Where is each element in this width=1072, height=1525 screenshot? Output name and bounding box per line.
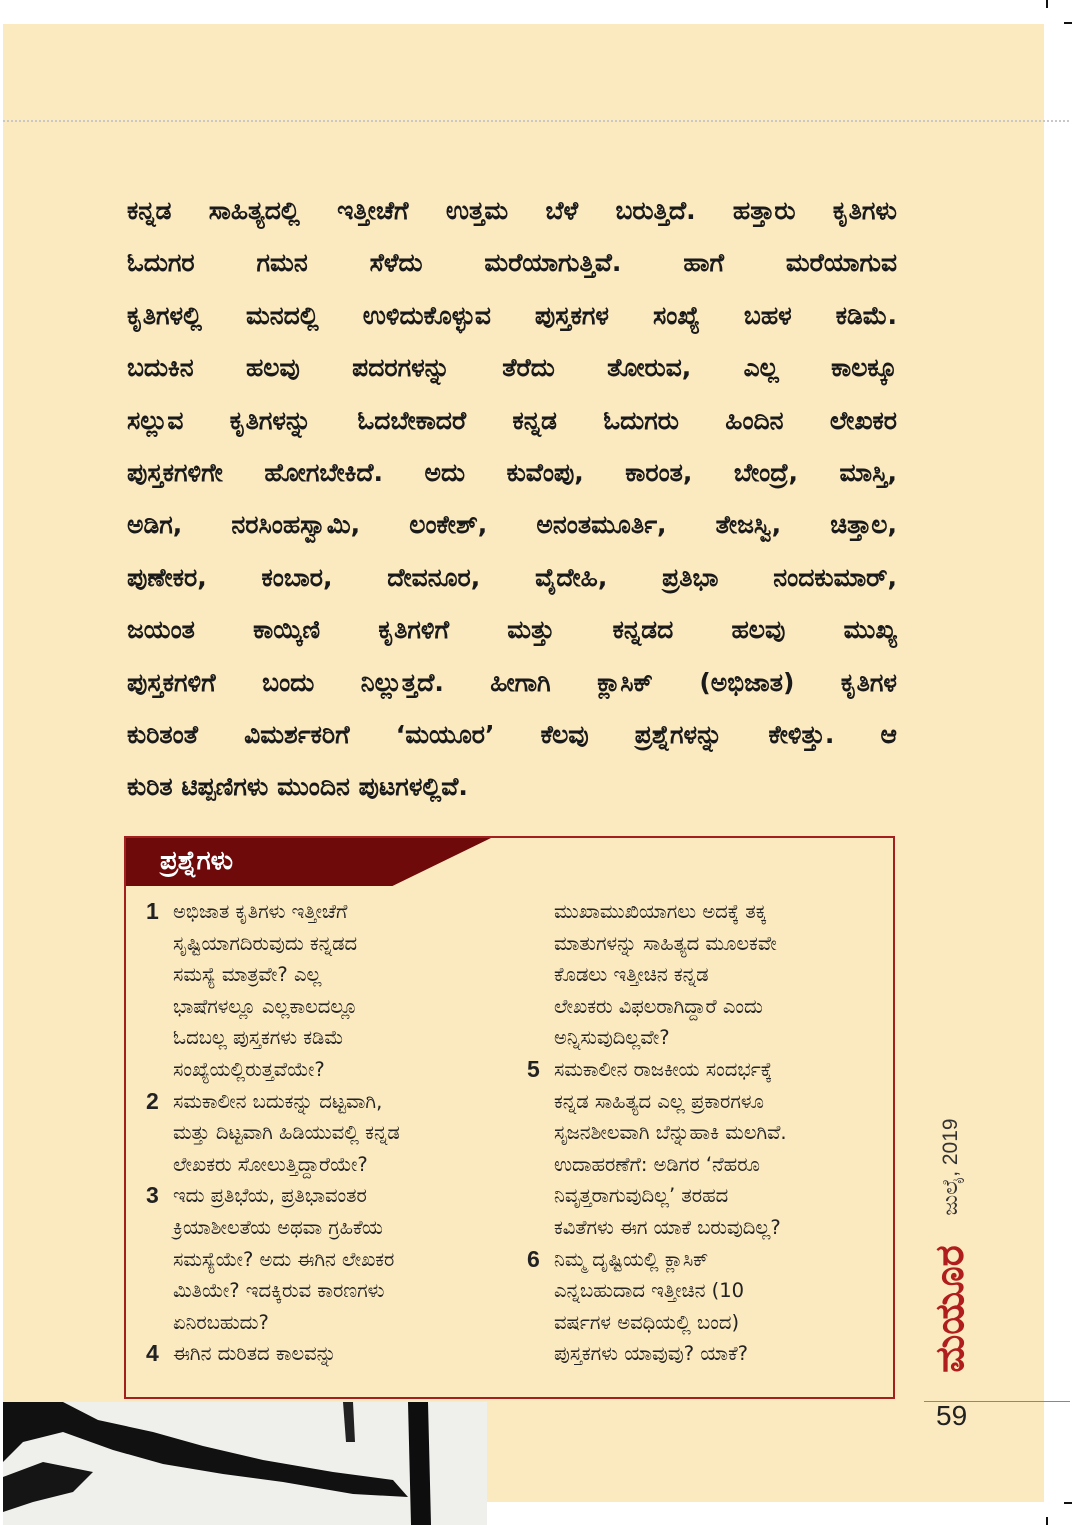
intro-line: ಅಡಿಗ, ನರಸಿಂಹಸ್ವಾಮಿ, ಲಂಕೇಶ್, ಅನಂತಮೂರ್ತಿ, ತೇಜಸ್ವಿ, ಚಿತ್ತಾಲ, — [127, 510, 897, 540]
dotted-divider — [3, 120, 1069, 122]
question-line: ಏನಿರಬಹುದು? — [173, 1310, 269, 1334]
intro-line: ಸಲ್ಲುವ ಕೃತಿಗಳನ್ನು ಓದಬೇಕಾದರೆ ಕನ್ನಡ ಓದುಗರು ಹಿಂದಿನ ಲೇಖಕರ — [127, 405, 897, 435]
question-line: ಸೃಜನಶೀಲವಾಗಿ ಬೆನ್ನುಹಾಕಿ ಮಲಗಿವೆ. — [554, 1121, 787, 1145]
intro-line: ಓದುಗರ ಗಮನ ಸೆಳೆದು ಮರೆಯಾಗುತ್ತಿವೆ. ಹಾಗೆ ಮರೆಯಾಗುವ — [127, 248, 897, 278]
question-line: ಕ್ರಿಯಾಶೀಲತೆಯ ಅಥವಾ ಗ್ರಹಿಕೆಯ — [173, 1215, 383, 1239]
question-line: ವರ್ಷಗಳ ಅವಧಿಯಲ್ಲಿ ಬಂದ) — [554, 1310, 740, 1334]
intro-line: ಜಯಂತ ಕಾಯ್ಕಿಣಿ ಕೃತಿಗಳಿಗೆ ಮತ್ತು ಕನ್ನಡದ ಹಲವು ಮುಖ್ಯ — [127, 615, 897, 645]
question-line: ಸಂಖ್ಯೆಯಲ್ಲಿರುತ್ತವೆಯೇ? — [173, 1057, 325, 1081]
crop-mark — [1064, 22, 1072, 24]
intro-line: ಪುಣೇಕರ, ಕಂಬಾರ, ದೇವನೂರ, ವೈದೇಹಿ, ಪ್ರತಿಭಾ ನಂದಕುಮಾರ್, — [127, 562, 897, 592]
question-number: 4 — [146, 1340, 159, 1367]
intro-line: ಕನ್ನಡ ಸಾಹಿತ್ಯದಲ್ಲಿ ಇತ್ತೀಚೆಗೆ ಉತ್ತಮ ಬೆಳೆ ಬರುತ್ತಿದೆ. ಹತ್ತಾರು ಕೃತಿಗಳು — [127, 196, 897, 225]
question-line: ಇದು ಪ್ರತಿಭೆಯ, ಪ್ರತಿಭಾವಂತರ — [173, 1184, 367, 1208]
questions-column-left — [146, 896, 516, 1370]
question-line: ಕೊಡಲು ಇತ್ತೀಚಿನ ಕನ್ನಡ — [554, 963, 709, 987]
question-line: ಉದಾಹರಣೆಗೆ: ಅಡಿಗರ ‘ನೆಹರೂ — [554, 1152, 760, 1176]
question-line: ಮಾತುಗಳನ್ನು ಸಾಹಿತ್ಯದ ಮೂಲಕವೇ — [554, 931, 777, 955]
question-item — [146, 896, 516, 1086]
question-item — [146, 1180, 516, 1338]
question-line: ಸೃಷ್ಟಿಯಾಗದಿರುವುದು ಕನ್ನಡದ — [173, 931, 358, 955]
intro-line: ಪುಸ್ತಕಗಳಿಗೇ ಹೋಗಬೇಕಿದೆ. ಅದು ಕುವೆಂಪು, ಕಾರಂತ, ಬೇಂದ್ರೆ, ಮಾಸ್ತಿ, — [127, 458, 897, 488]
question-number: 3 — [146, 1182, 159, 1209]
question-number: 6 — [527, 1245, 540, 1272]
artwork-image — [3, 1402, 487, 1525]
question-line: ಕವಿತೆಗಳು ಈಗ ಯಾಕೆ ಬರುವುದಿಲ್ಲ? — [554, 1215, 781, 1239]
question-line: ಎನ್ನಬಹುದಾದ ಇತ್ತೀಚಿನ (10 — [554, 1279, 745, 1303]
question-item — [527, 1244, 882, 1370]
question-continuation — [527, 896, 882, 1054]
questions-title: ಪ್ರಶ್ನೆಗಳು — [160, 846, 234, 876]
intro-line: ಕುರಿತಂತೆ ವಿಮರ್ಶಕರಿಗೆ ‘ಮಯೂರ’ ಕೆಲವು ಪ್ರಶ್ನೆಗಳನ್ನು ಕೇಳಿತ್ತು. ಆ — [127, 720, 897, 750]
intro-line: ಬದುಕಿನ ಹಲವು ಪದರಗಳನ್ನು ತೆರೆದು ತೋರುವ, ಎಲ್ಲ ಕಾಲಕ್ಕೂ — [127, 353, 897, 383]
intro-line: ಕುರಿತ ಟಿಪ್ಪಣಿಗಳು ಮುಂದಿನ ಪುಟಗಳಲ್ಲಿವೆ. — [127, 772, 468, 802]
question-line: ಸಮಸ್ಯೆಯೇ? ಅದು ಈಗಿನ ಲೇಖಕರ — [173, 1247, 395, 1271]
intro-line: ಕೃತಿಗಳಲ್ಲಿ ಮನದಲ್ಲಿ ಉಳಿದುಕೊಳ್ಳುವ ಪುಸ್ತಕಗಳ ಸಂಖ್ಯೆ ಬಹಳ ಕಡಿಮೆ. — [127, 300, 897, 330]
crop-mark — [1046, 1517, 1048, 1525]
question-line: ಅಭಿಜಾತ ಕೃತಿಗಳು ಇತ್ತೀಚೆಗೆ — [173, 900, 348, 923]
question-item — [146, 1086, 516, 1181]
question-line: ಮುಖಾಮುಖಿಯಾಗಲು ಅದಕ್ಕೆ ತಕ್ಕ — [554, 900, 767, 923]
brush-stroke-graphic — [3, 1402, 487, 1525]
question-line: ಪುಸ್ತಕಗಳು ಯಾವುವು? ಯಾಕೆ? — [554, 1342, 748, 1366]
question-line: ಈಗಿನ ದುರಿತದ ಕಾಲವನ್ನು — [173, 1342, 337, 1366]
question-line: ಸಮಸ್ಯೆ ಮಾತ್ರವೇ? ಎಲ್ಲ — [173, 963, 322, 987]
magazine-logo: ಮಯೂರ — [927, 1245, 973, 1373]
question-line: ಅನ್ನಿಸುವುದಿಲ್ಲವೇ? — [554, 1026, 670, 1050]
question-line: ಓದಬಲ್ಲ ಪುಸ್ತಕಗಳು ಕಡಿಮೆ — [173, 1026, 344, 1050]
question-number: 2 — [146, 1087, 159, 1114]
question-line: ಮತ್ತು ದಿಟ್ಟವಾಗಿ ಹಿಡಿಯುವಲ್ಲಿ ಕನ್ನಡ — [173, 1121, 400, 1145]
question-line: ಮಿತಿಯೇ? ಇದಕ್ಕಿರುವ ಕಾರಣಗಳು — [173, 1279, 385, 1303]
question-line: ನಿವೃತ್ತರಾಗುವುದಿಲ್ಲ’ ತರಹದ — [554, 1184, 729, 1208]
question-number: 5 — [527, 1055, 540, 1082]
question-line: ಕನ್ನಡ ಸಾಹಿತ್ಯದ ಎಲ್ಲ ಪ್ರಕಾರಗಳೂ — [554, 1089, 764, 1113]
crop-mark — [1046, 0, 1048, 8]
intro-line: ಪುಸ್ತಕಗಳಿಗೆ ಬಂದು ನಿಲ್ಲುತ್ತದೆ. ಹೀಗಾಗಿ ಕ್ಲಾಸಿಕ್ (ಅಭಿಜಾತ) ಕೃತಿಗಳ — [127, 667, 897, 697]
page-number: 59 — [936, 1400, 968, 1431]
question-number: 1 — [146, 898, 159, 924]
crop-mark — [1064, 1502, 1072, 1504]
question-item — [527, 1054, 882, 1244]
question-line: ಲೇಖಕರು ವಿಫಲರಾಗಿದ್ದಾರೆ ಎಂದು — [554, 994, 763, 1018]
question-item — [146, 1338, 516, 1370]
issue-date: ಜುಲೈ, 2019 — [939, 1118, 962, 1216]
question-line: ಸಮಕಾಲೀನ ರಾಜಕೀಯ ಸಂದರ್ಭಕ್ಕೆ — [554, 1057, 773, 1081]
intro-paragraph — [127, 185, 897, 814]
question-line: ಸಮಕಾಲೀನ ಬದುಕನ್ನು ದಟ್ಟವಾಗಿ, — [173, 1089, 383, 1113]
question-line: ಲೇಖಕರು ಸೋಲುತ್ತಿದ್ದಾರೆಯೇ? — [173, 1152, 368, 1176]
questions-column-right — [527, 896, 882, 1370]
question-line: ನಿಮ್ಮ ದೃಷ್ಟಿಯಲ್ಲಿ ಕ್ಲಾಸಿಕ್ — [554, 1247, 709, 1271]
question-line: ಭಾಷೆಗಳಲ್ಲೂ ಎಲ್ಲಕಾಲದಲ್ಲೂ — [173, 994, 358, 1018]
questions-box — [124, 836, 895, 1399]
